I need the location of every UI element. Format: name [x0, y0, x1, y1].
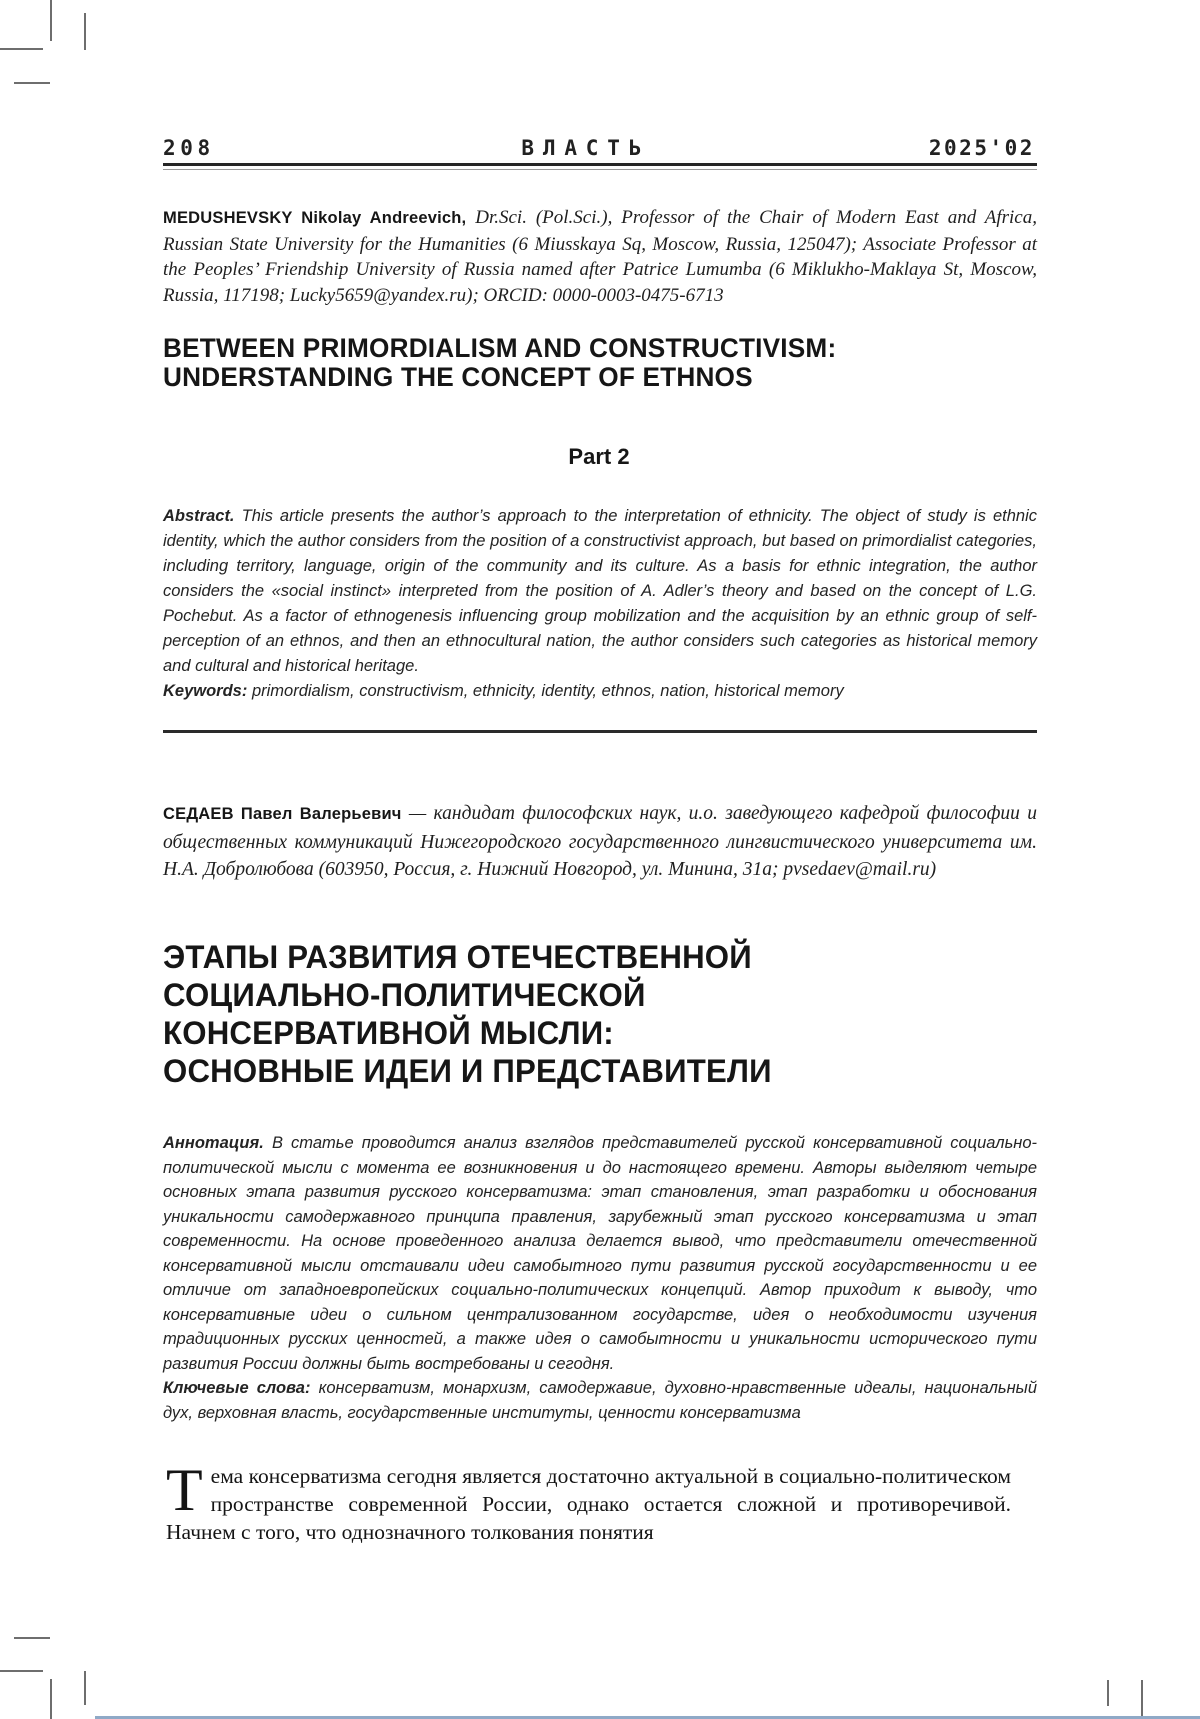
keywords-label-en: Keywords: [163, 682, 248, 700]
author-affiliation-en: Dr.Sci. (Pol.Sci.), Professor of the Chair of Modern East and Africa, Russian State University for the Humanities (6 Miusskaya Sq, Moscow, Russia, 125047); Associate Professor at the Peoples’ Friendship University of Russia named after Patrice Lumumba (6 Miklukho-Maklaya St, Moscow, Russia, 117198; Lucky5659@yandex.ru); ORCID: 0000-0003-0475-6713 [163, 207, 1037, 306]
abstract-en [163, 504, 1037, 704]
crop-mark-top-left-h1 [0, 48, 43, 50]
keywords-text-ru: консерватизм, монархизм, самодержавие, духовно-нравственные идеалы, национальный дух, верховная власть, государственные институты, ценности консерватизма [163, 1379, 1037, 1422]
keywords-ru [163, 1376, 1037, 1425]
abstract-text-ru: В статье проводится анализ взглядов представителей русской консервативной социально-политической мысли с момента ее возникновения и до настоящего времени. Авторы выделяют четыре основных этапа развития русского консерватизма: этап становления, этап разработки и обоснования уникальности самодержавного принципа правления, зарубежный этап русского консерватизма и этап современности. На основе проведенного анализа делается вывод, что представители отечественной консервативной мысли отстаивали идеи самобытного пути развития русской государственности и ее отличие от западноевропейских социально-политических концепций. Автор приходит к выводу, что консервативные идеи о сильном централизованном государстве, идея о необходимости изучения традиционных русских ценностей, а также идея о самобытности и уникальности исторического пути развития России должны быть востребованы и сегодня. [163, 1134, 1037, 1373]
crop-mark-bottom-left-v2 [84, 1671, 86, 1705]
abstract-text-en: This article presents the author’s approach to the interpretation of ethnicity. The object of study is ethnic identity, which the author considers from the position of a constructivist approach, but based on primordialist categories, including territory, language, origin of the community and its culture. As a basis for ethnic integration, the author considers the «social instinct» interpreted from the position of A. Adler’s theory and based on the concept of L.G. Pochebut. As a factor of ethnogenesis influencing group mobilization and the acquisition by an ethnic group of self-perception of an ethnos, and then an ethnocultural nation, the author considers such categories as historical memory and cultural and historical heritage. [163, 507, 1037, 675]
crop-mark-top-left-h2 [14, 82, 50, 84]
running-head [163, 136, 1035, 160]
crop-mark-top-left-v1 [50, 0, 52, 41]
abstract-ru [163, 1131, 1037, 1425]
article-title-ru [163, 938, 1027, 1090]
article-title-ru-line4: ОСНОВНЫЕ ИДЕИ И ПРЕДСТАВИТЕЛИ [163, 1053, 772, 1089]
journal-title: ВЛАСТЬ [521, 136, 651, 160]
abstract-label-ru: Аннотация. [163, 1134, 264, 1152]
page-number: 208 [163, 136, 215, 160]
article-title-ru-line2: СОЦИАЛЬНО-ПОЛИТИЧЕСКОЙ [163, 977, 646, 1013]
author-block-ru [163, 800, 1037, 884]
keywords-label-ru: Ключевые слова: [163, 1379, 311, 1397]
body-paragraph [166, 1457, 1011, 1546]
article-title-ru-line1: ЭТАПЫ РАЗВИТИЯ ОТЕЧЕСТВЕННОЙ [163, 939, 752, 975]
crop-mark-bottom-right-v2 [1141, 1680, 1143, 1719]
author-name-en: MEDUSHEVSKY Nikolay Andreevich, [163, 209, 467, 227]
author-affiliation-ru: — кандидат философских наук, и.о. заведующего кафедрой философии и общественных коммуникаций Нижегородского государственного лингвистического университета им. Н.А. Добролюбова (603950, Россия, г. Нижний Новгород, ул. Минина, 31а; pvsedaev@mail.ru) [163, 803, 1037, 880]
article-title-en [163, 334, 1017, 392]
drop-cap: Т [166, 1457, 203, 1523]
article-title-en-line1: BETWEEN PRIMORDIALISM AND CONSTRUCTIVISM: [163, 333, 837, 363]
crop-mark-bottom-right-v1 [1107, 1680, 1109, 1706]
keywords-text-en: primordialism, constructivism, ethnicity, identity, ethnos, nation, historical memory [247, 682, 844, 700]
abstract-label-en: Abstract. [163, 507, 235, 525]
header-rule-thick [163, 163, 1037, 166]
crop-mark-bottom-left-v1 [50, 1679, 52, 1719]
crop-mark-bottom-left-h2 [0, 1670, 43, 1672]
crop-mark-bottom-left-h1 [14, 1637, 50, 1639]
body-paragraph-text: ема консерватизма сегодня является достаточно актуальной в социально-политическом пространстве современной России, однако остается сложной и противоречивой. Начнем с того, что однозначного толкования понятия [166, 1464, 1011, 1544]
issue-number: 2025'02 [928, 136, 1035, 160]
header-rule-thin [163, 169, 1037, 170]
crop-mark-top-left-v2 [84, 13, 86, 50]
article-title-ru-line3: КОНСЕРВАТИВНОЙ МЫСЛИ: [163, 1015, 614, 1051]
author-block-en [163, 205, 1037, 308]
article-title-en-line2: UNDERSTANDING THE CONCEPT OF ETHNOS [163, 362, 753, 392]
section-divider-rule [163, 730, 1037, 733]
part-label: Part 2 [568, 444, 630, 469]
keywords-en [163, 679, 1037, 704]
author-name-ru: СЕДАЕВ Павел Валерьевич [163, 805, 402, 823]
